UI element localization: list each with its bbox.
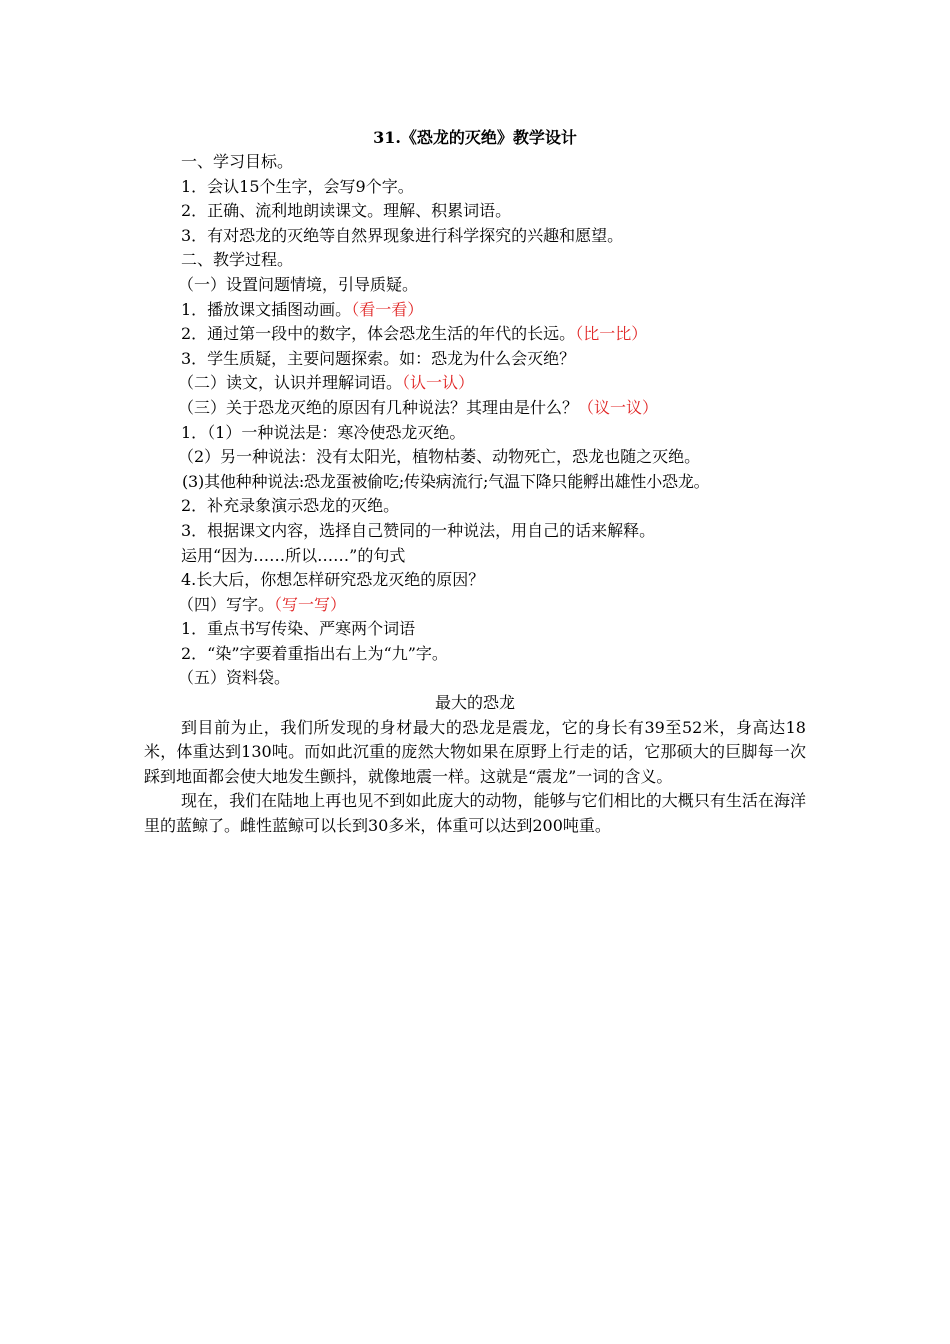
step-3-item-3b: 运用“因为……所以……”的句式: [181, 545, 406, 565]
step-heading-3-text: （三）关于恐龙灭绝的原因有几种说法？其理由是什么？: [178, 397, 579, 417]
activity-tag: （议一议）: [578, 397, 659, 417]
document-title: 31.《恐龙的灭绝》教学设计: [373, 128, 577, 147]
step-3-item-3: 3．根据课文内容，选择自己赞同的一种说法，用自己的话来解释。: [181, 520, 656, 540]
step-3-item-1: 1．（1）一种说法是：寒冷使恐龙灭绝。: [181, 422, 466, 442]
goal-item-3: 3．有对恐龙的灭绝等自然界现象进行科学探究的兴趣和愿望。: [181, 225, 624, 245]
goal-item-1: 1．会认15个生字，会写9个字。: [181, 176, 414, 196]
step-1-item-3: 3．学生质疑，主要问题探索。如：恐龙为什么会灭绝？: [181, 348, 576, 368]
step-1-item-1: [144, 298, 806, 323]
step-3-item-1c: (3)其他种种说法:恐龙蛋被偷吃;传染病流行;气温下降只能孵出雄性小恐龙。: [182, 471, 710, 491]
step-4-item-2: 2．“染”字要着重指出右上为“九”字。: [181, 643, 448, 663]
step-heading-5: （五）资料袋。: [178, 668, 291, 688]
goal-item-2: 2．正确、流利地朗读课文。理解、积累词语。: [181, 201, 512, 221]
step-1-item-1-text: 1．播放课文插图动画。: [181, 299, 352, 319]
step-heading-4-text: （四）写字。: [178, 594, 275, 614]
section-heading-goals: 一、学习目标。: [181, 152, 294, 171]
article-heading: 最大的恐龙: [434, 693, 515, 713]
step-heading-4: [144, 593, 806, 618]
activity-tag: （看一看）: [351, 299, 424, 319]
step-3-item-1b: （2）另一种说法：没有太阳光，植物枯萎、动物死亡，恐龙也随之灭绝。: [178, 447, 701, 467]
step-1-item-2: [144, 322, 806, 347]
activity-tag: （认一认）: [402, 373, 475, 393]
step-heading-1: （一）设置问题情境，引导质疑。: [178, 274, 419, 294]
document-page: [144, 126, 806, 839]
activity-tag: （比一比）: [575, 324, 648, 344]
step-3-item-2: 2．补充录象演示恐龙的灭绝。: [181, 496, 400, 516]
article-paragraph-2: 现在，我们在陆地上再也见不到如此庞大的动物，能够与它们相比的大概只有生活在海洋里的蓝鲸了。雌性蓝鲸可以长到30多米，体重可以达到200吨重。: [144, 791, 806, 836]
section-heading-process: 二、教学过程。: [181, 250, 294, 270]
step-4-item-1: 1．重点书写传染、严寒两个词语: [181, 619, 416, 639]
article-paragraph-1: 到目前为止，我们所发现的身材最大的恐龙是震龙，它的身长有39至52米，身高达18米，体重达到130吨。而如此沉重的庞然大物如果在原野上行走的话，它那硕大的巨脚每一次踩到地面都会使大地发生颤抖，就像地震一样。这就是“震龙”一词的含义。: [144, 717, 806, 786]
step-3-item-4: 4.长大后，你想怎样研究恐龙灭绝的原因？: [181, 570, 485, 590]
step-heading-3: [144, 396, 806, 421]
step-1-item-2-text: 2．通过第一段中的数字，体会恐龙生活的年代的长远。: [181, 324, 576, 344]
step-heading-2: [144, 371, 806, 396]
activity-tag: （写一写）: [274, 594, 347, 614]
step-heading-2-text: （二）读文，认识并理解词语。: [178, 373, 403, 393]
